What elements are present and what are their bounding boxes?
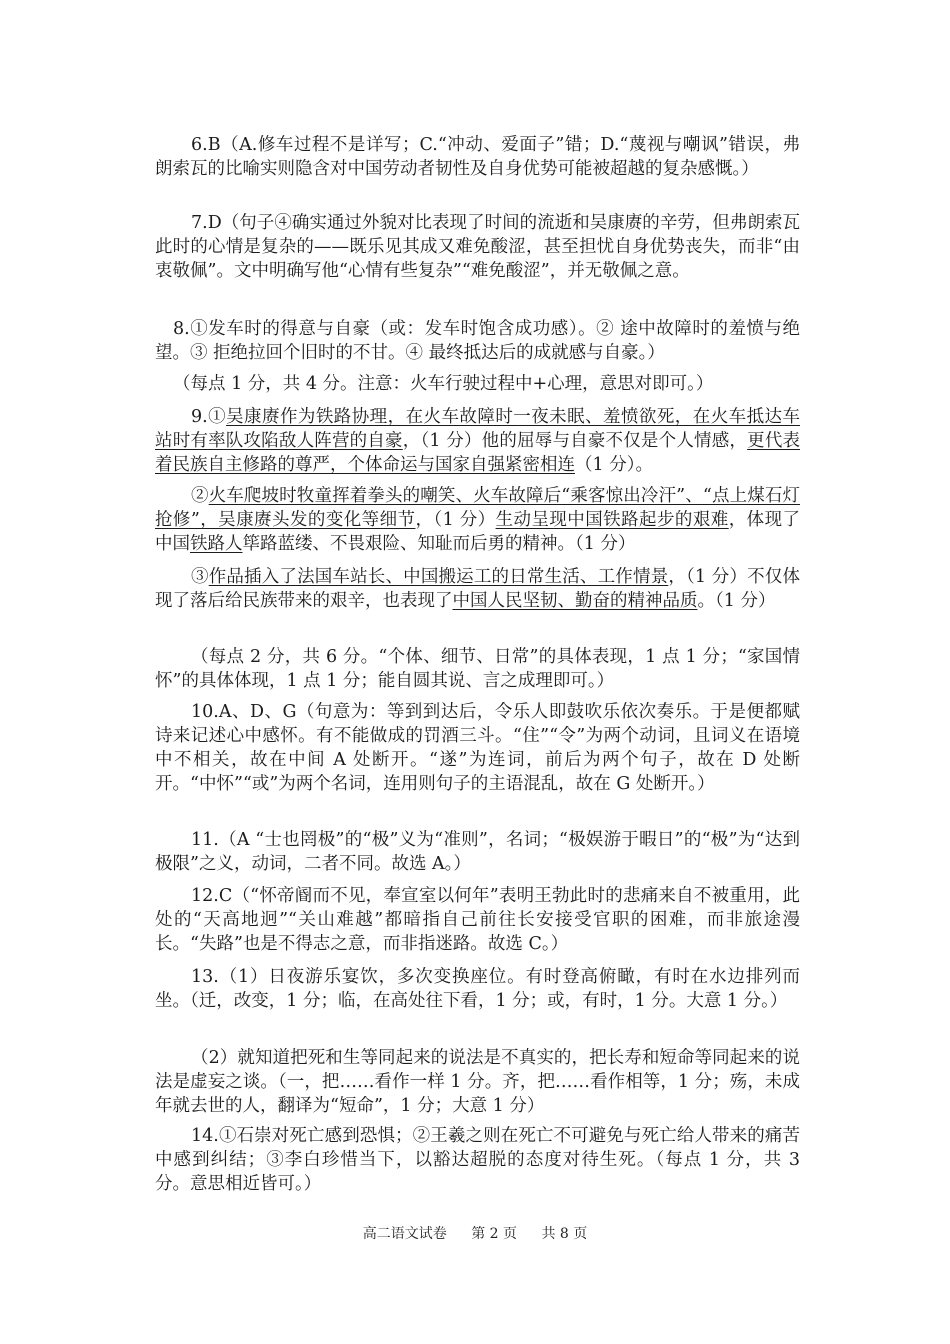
answer-9-2-prefix: ②	[191, 486, 209, 506]
answer-9-3-suffix: 。（1 分）	[697, 591, 776, 611]
answer-9-3-key-phrase: 作品插入了法国车站长、中国搬运工的日常生活、工作情景	[208, 567, 669, 587]
answer-9-prefix: 9.①	[191, 407, 227, 427]
answer-13-2: （2）就知道把死和生等同起来的说法是不真实的，把长寿和短命等同起来的说法是虚妄之谈。（一，把……看作一样 1 分。齐，把……看作相等，1 分；殇，未成年就去世的人，翻译为“短命”，1 分；大意 1 分）	[155, 1048, 800, 1116]
footer-page-number: 第 2 页	[471, 1226, 517, 1242]
answer-9-2-mid-2: ，体现了中国	[155, 510, 801, 554]
answer-9-note: （每点 2 分，共 6 分。“个体、细节、日常”的具体表现，1 点 1 分；“家国情怀”的具体体现，1 点 1 分；能自圆其说、言之成理即可。）	[155, 647, 800, 691]
footer-title: 高二语文试卷	[362, 1226, 447, 1242]
answer-12: 12.C（“怀帝阍而不见，奉宣室以何年”表明王勃此时的悲痛来自不被重用，此处的“天高地迥”“关山难越”都暗指自己前往长安接受官职的困难，而非旅途漫长。“失路”也是不得志之意，而非指迷路。故选 C。）	[155, 886, 800, 954]
answer-13-1: 13.（1）日夜游乐宴饮，多次变换座位。有时登高俯瞰，有时在水边排列而坐。（迁，改变，1 分；临，在高处往下看，1 分；或，有时，1 分。大意 1 分。）	[155, 967, 800, 1011]
page-footer	[0, 1223, 950, 1243]
answer-9-1-key-phrase-2: 更代表着民族自主修路的尊严，个体命运与国家自强紧密相连	[155, 431, 801, 475]
answer-9-point-1	[155, 405, 800, 477]
footer-total-pages: 共 8 页	[541, 1226, 588, 1242]
answer-9-2-key-phrase: 火车爬坡时牧童挥着拳头的嘲笑、火车故障后“乘客惊出冷汗”、“点上煤石灯抢修”，吴康赓头发的变化等细节	[155, 486, 801, 530]
answer-9-3-key-phrase-2: 中国人民坚韧、勤奋的精神品质	[452, 591, 698, 611]
answer-9-2-key-phrase-2: 生动呈现中国铁路起步的艰难	[495, 510, 729, 530]
answer-9-1-mid: ，（1 分）他的屈辱与自豪不仅是个人情感，	[402, 431, 748, 451]
answer-9-3-mid: ，（1 分）不仅体现了落后给民族带来的艰辛，也表现了	[155, 567, 801, 611]
answer-8: 8.①发车时的得意与自豪（或：发车时饱含成功感）。② 途中故障时的羞愤与绝望。③ 拒绝拉回个旧时的不甘。④ 最终抵达后的成就感与自豪。）	[155, 319, 800, 363]
answer-9-point-3	[155, 565, 800, 613]
answer-7: 7.D（句子④确实通过外貌对比表现了时间的流逝和吴康赓的辛劳，但弗朗索瓦此时的心情是复杂的——既乐见其成又难免酸涩，甚至担忧自身优势丧失，而非“由衷敬佩”。文中明确写他“心情有些复杂”“难免酸涩”，并无敬佩之意。	[155, 213, 800, 281]
answer-6: 6.B（A.修车过程不是详写；C.“冲动、爱面子”错；D.“蔑视与嘲讽”错误，弗朗索瓦的比喻实则隐含对中国劳动者韧性及自身优势可能被超越的复杂感慨。）	[155, 135, 800, 179]
answer-9-3-prefix: ③	[191, 567, 209, 587]
answer-10: 10.A、D、G（句意为：等到到达后，令乐人即鼓吹乐依次奏乐。于是便都赋诗来记述心中感怀。有不能做成的罚酒三斗。“住”“令”为两个动词，且词义在语境中不相关，故在中间 A 处断开。“遂”为连词，前后为两个句子，故在 D 处断开。“中怀”“或”为两个名词，连用则句子的主语混乱，故在 G 处断开。）	[155, 702, 800, 794]
answer-14: 14.①石崇对死亡感到恐惧；②王羲之则在死亡不可避免与死亡给人带来的痛苦中感到纠结；③李白珍惜当下，以豁达超脱的态度对待生死。（每点 1 分，共 3 分。意思相近皆可。）	[155, 1126, 800, 1194]
answer-9-2-mid: ，（1 分）	[415, 510, 496, 530]
answer-9-1-key-phrase: 吴康赓作为铁路协理，在火车故障时一夜未眠、羞愤欲死，在火车抵达车站时有率队攻陷敌人阵营的自豪	[155, 407, 800, 451]
answer-9-2-key-phrase-3: 铁路人	[190, 534, 243, 554]
answer-9-1-suffix: （1 分）。	[575, 455, 653, 475]
answer-8-note: （每点 1 分，共 4 分。注意：火车行驶过程中+心理，意思对即可。）	[173, 374, 714, 394]
answer-9-2-suffix: 筚路蓝缕、不畏艰险、知耻而后勇的精神。（1 分）	[242, 534, 636, 554]
answer-11: 11.（A “士也罔极”的“极”义为“准则”，名词；“极娱游于暇日”的“极”为“达到极限”之义，动词，二者不同。故选 A。）	[155, 830, 800, 874]
answer-9-point-2	[155, 484, 800, 556]
